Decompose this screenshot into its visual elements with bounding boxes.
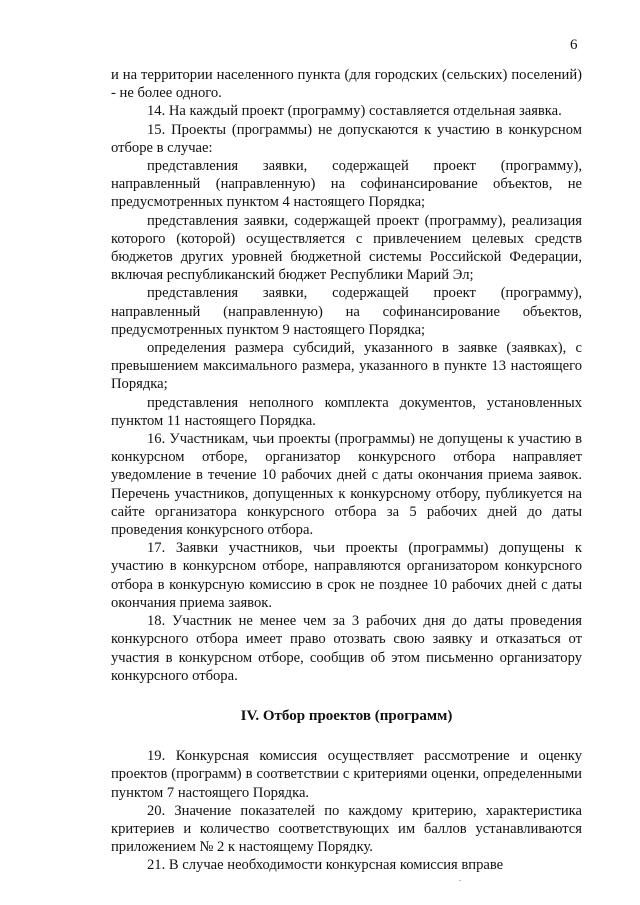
paragraph-case-3: представления заявки, содержащей проект (программу), направленный (направленную) на софинансирование объектов, предусмотренных пунктом 9 настоящего Порядка;	[111, 285, 582, 338]
document-body	[111, 66, 582, 875]
paragraph-item-16: 16. Участникам, чьи проекты (программы) не допущены к участию в конкурсном отборе, организатор конкурсного отбора направляет уведомление в течение 10 рабочих дней с даты окончания приема заявок. Перечень участников, допущенных к конкурсному отбору, публикуется на сайте организатора конкурсного отбора за 5 рабочих дней до даты проведения конкурсного отбора.	[111, 431, 582, 539]
paragraph-case-1: представления заявки, содержащей проект (программу), направленный (направленную) на софинансирование объектов, не предусмотренных пунктом 4 настоящего Порядка;	[111, 158, 582, 211]
scan-speck	[459, 880, 461, 881]
paragraph-item-21: 21. В случае необходимости конкурсная комиссия вправе	[147, 857, 504, 874]
paragraph-item-20: 20. Значение показателей по каждому критерию, характеристика критериев и количество соответствующих им баллов устанавливаются приложением № 2 к настоящему Порядку.	[111, 802, 582, 856]
paragraph-case-2: представления заявки, содержащей проект (программу), реализация которого (которой) осуществляется с привлечением целевых средств бюджетов других уровней бюджетной системы Российской Федерации, включая республиканский бюджет Республики Марий Эл;	[111, 212, 582, 284]
paragraph-item-15: 15. Проекты (программы) не допускаются к участию в конкурсном отборе в случае:	[111, 121, 582, 156]
paragraph-item-19: 19. Конкурсная комиссия осуществляет рассмотрение и оценку проектов (программ) в соответствии с критериями оценки, определенными пунктом 7 настоящего Порядка.	[111, 748, 582, 801]
section-heading: IV. Отбор проектов (программ)	[240, 707, 453, 724]
paragraph-item-17: 17. Заявки участников, чьи проекты (программы) допущены к участию в конкурсном отборе, направляются организатором конкурсного отбора в конкурсную комиссию в срок не позднее 10 рабочих дней с даты окончания приема заявок.	[111, 540, 582, 611]
paragraph-case-5: представления неполного комплекта документов, установленных пунктом 11 настоящего Порядка.	[111, 394, 582, 429]
paragraph-item-14: 14. На каждый проект (программу) составляется отдельная заявка.	[147, 103, 562, 120]
paragraph-case-4: определения размера субсидий, указанного в заявке (заявках), с превышением максимального размера, указанного в пункте 13 настоящего Порядка;	[111, 340, 582, 393]
paragraph-continuation: и на территории населенного пункта (для городских (сельских) поселений) - не более одного.	[111, 67, 582, 102]
page-number: 6	[570, 37, 578, 53]
paragraph-item-18: 18. Участник не менее чем за 3 рабочих дня до даты проведения конкурсного отбора имеет право отозвать свою заявку и отказаться от участия в конкурсном отборе, сообщив об этом письменно организатору конкурсного отбора.	[111, 613, 582, 684]
